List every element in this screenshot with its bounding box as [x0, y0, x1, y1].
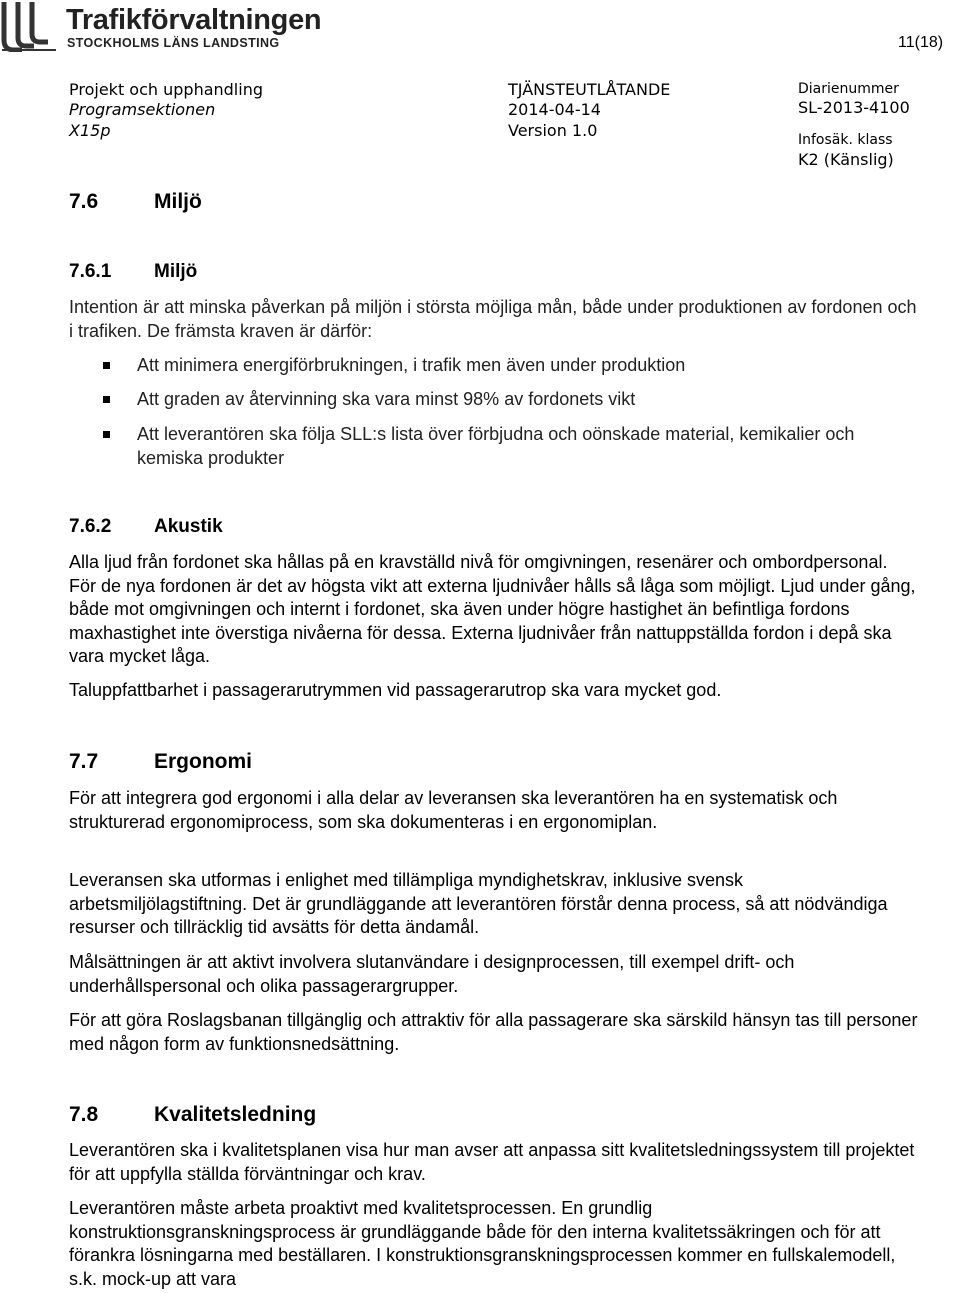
infosak-label: Infosäk. klass: [798, 132, 893, 148]
list-item: Att minimera energiförbrukningen, i trafik men även under produktion: [137, 355, 686, 375]
diarienummer-label: Diarienummer: [798, 81, 899, 97]
heading-number: 7.6.2: [69, 516, 112, 537]
heading-title: Ergonomi: [154, 750, 252, 773]
ergonomics-paragraph-1: För att integrera god ergonomi i alla delar av leveransen ska leverantören ha en systematisk och strukturerad ergonomiprocess, som ska dokumenteras i en ergonomiplan.: [69, 788, 838, 832]
list-item: Att graden av återvinning ska vara minst 98% av fordonets vikt: [137, 389, 636, 409]
ergonomics-paragraph-2: Leveransen ska utformas i enlighet med tillämpliga myndighetskrav, inklusive svensk arbetsmiljölagstiftning. Det är grundläggande att leverantören förstår denna process, så att nödvändiga resurser och tillräcklig tid avsätts för detta ändamål.: [69, 870, 888, 937]
header-department: Projekt och upphandling: [69, 80, 263, 99]
heading-7-6: [69, 190, 202, 214]
logo-mark-icon: [0, 0, 62, 52]
header-doc-type: TJÄNSTEUTLÅTANDE: [508, 80, 671, 99]
acoustics-speech-paragraph: Taluppfattbarhet i passagerarutrymmen vid passagerarutrop ska vara mycket god.: [69, 680, 722, 700]
bullet-icon: [103, 396, 110, 403]
environment-intro: Intention är att minska påverkan på miljön i största möjliga mån, både under produktionen av fordonen och i trafiken. De främsta kraven är därför:: [69, 297, 917, 341]
bullet-icon: [103, 431, 110, 438]
heading-7-6-1: [69, 261, 198, 283]
logo: [0, 0, 320, 52]
acoustics-paragraph: Alla ljud från fordonet ska hållas på en kravställd nivå för omgivningen, resenärer och ombordpersonal. För de nya fordonen är det av högsta vikt att externa ljudnivåer hålls så låga som möjligt. Ljud under gång, både mot omgivningen och internt i fordonet, ska även under högre hastighet än befintliga fordons maxhastighet inte överstiga nivåerna för dessa. Externa ljudnivåer från nattuppställda fordon i depå ska vara mycket låga.: [69, 552, 916, 666]
heading-7-8: [69, 1103, 317, 1127]
diarienummer-value: SL-2013-4100: [798, 98, 910, 117]
heading-title: Miljö: [154, 190, 202, 213]
heading-number: 7.6: [69, 190, 99, 213]
heading-title: Miljö: [154, 261, 198, 282]
header-section: Programsektionen: [69, 100, 216, 119]
heading-number: 7.8: [69, 1103, 99, 1126]
logo-subtitle: STOCKHOLMS LÄNS LANDSTING: [67, 36, 280, 50]
ergonomics-paragraph-3: Målsättningen är att aktivt involvera slutanvändare i designprocessen, till exempel drift- och underhållspersonal och olika passagerargrupper.: [69, 952, 795, 996]
heading-title: Akustik: [154, 516, 223, 537]
logo-name: Trafikförvaltningen: [66, 4, 322, 36]
page-number: 11(18): [898, 34, 944, 51]
ergonomics-paragraph-4: För att göra Roslagsbanan tillgänglig och attraktiv för alla passagerare ska särskild hänsyn tas till personer med någon form av funktionsnedsättning.: [69, 1010, 918, 1054]
list-item: Att leverantören ska följa SLL:s lista över förbjudna och oönskade material, kemikalier och kemiska produkter: [137, 424, 855, 468]
header-version: Version 1.0: [508, 121, 598, 140]
quality-paragraph-2: Leverantören måste arbeta proaktivt med kvalitetsprocessen. En grundlig konstruktionsgranskningsprocess är grundläggande både för den interna kvalitetssäkringen och för att förankra lösningarna med beställaren. I konstruktionsgranskningsprocessen kommer en fullskalemodell, s.k. mock-up att vara: [69, 1198, 896, 1289]
heading-number: 7.6.1: [69, 261, 112, 282]
header-project-code: X15p: [69, 121, 111, 140]
heading-7-7: [69, 750, 252, 774]
heading-title: Kvalitetsledning: [154, 1103, 317, 1126]
header-date: 2014-04-14: [508, 100, 601, 119]
bullet-icon: [103, 362, 110, 369]
infosak-value: K2 (Känslig): [798, 150, 894, 169]
heading-7-6-2: [69, 516, 223, 538]
heading-number: 7.7: [69, 750, 99, 773]
quality-paragraph-1: Leverantören ska i kvalitetsplanen visa hur man avser att anpassa sitt kvalitetsledningssystem till projektet för att uppfylla ställda förväntningar och krav.: [69, 1140, 915, 1184]
